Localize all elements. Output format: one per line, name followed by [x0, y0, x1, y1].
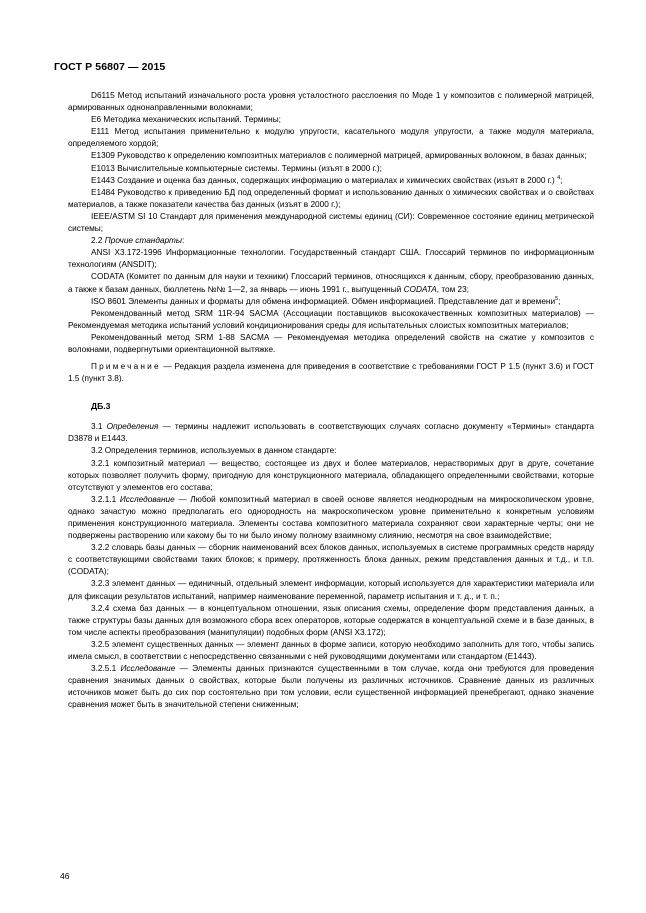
- codata-italic: CODATA: [403, 284, 437, 294]
- subsection-2-2: [68, 235, 594, 247]
- definition-3-1-number: 3.1: [91, 422, 103, 432]
- paragraph-codata-text: CODATA (Комитет по данным для науки и техники) Глоссарий терминов, относящихся к данным, сбору, преобразованию данных, а также к базам данных, бюллетень №№ 1—2, за январь — июнь 1991 г., выпущенный: [68, 272, 594, 294]
- definition-3-1-term: Определения: [106, 422, 159, 432]
- footnote-ref-4: 4: [557, 174, 561, 181]
- definition-3-2-1-1-text: — Любой композитный материал в своей основе является неоднородным на микроскопическом уровне, однако зачастую можно предполагать его однородность на макроскопическом уровне применительно к конкретным условиям применения конструкционного материала. Элементы состава композитного материала сохраняют свои характерные черты; они не подвержены растворению или какому бы то ни было иному полному взаимному слиянию, несмотря на свое взаимодействие;: [68, 494, 595, 541]
- definition-3-2-5: 3.2.5 элемент существенных данных — элемент данных в форме записи, которую необходимо заполнить для того, чтобы запись имела смысл, в соответствии с непосредственно связанными с ней руководящими документами или стандартом (E1443).: [68, 639, 594, 662]
- definition-3-2-4: 3.2.4 схема баз данных — в концептуальном отношении, язык описания схемы, определение форм представления данных, а также структуры базы данных для возможного сбора всех операторов, которые содержатся в концептуальной схеме и в базе данных, в том числе аспекты преобразования (манипуляции) подобных форм (ANSI X3.172);: [68, 603, 594, 637]
- paragraph-ansi: ANSI X3.172-1996 Информационные технологии. Государственный стандарт США. Глоссарий терминов по информационным технологиям (ANSDIT);: [68, 248, 594, 270]
- subsection-colon: :: [182, 236, 185, 246]
- paragraph-codata: [68, 271, 594, 295]
- paragraph-srm-11r: Рекомендованный метод SRM 11R-94 SACMA (Ассоциации поставщиков высококачественных композитных материалов) — Рекомендуемая методика испытаний условий кондиционирования среды для испытательных слоистых композитных материалов;: [68, 308, 594, 330]
- paragraph-e1443-text: E1443 Создание и оценка баз данных, содержащих информацию о материалах и химических свойствах (изъят в 2000 г.): [91, 175, 555, 185]
- definition-3-2-1-1-number: 3.2.1.1: [91, 494, 117, 504]
- note-text: — Редакция раздела изменена для приведения в соответствие с требованиями ГОСТ Р 1.5 (пункт 3.6) и ГОСТ 1.5 (пункт 3.8).: [68, 362, 594, 384]
- paragraph-iso-text: ISO 8601 Элементы данных и форматы для обмена информацией. Обмен информацией. Представление дат и времени: [91, 296, 556, 306]
- section-title: ДБ.3: [91, 401, 111, 412]
- footnote-ref-5: 5: [555, 295, 559, 302]
- page-number: 46: [60, 871, 70, 881]
- subsection-number: 2.2: [91, 236, 103, 246]
- definition-3-2-1-1: [68, 494, 594, 542]
- paragraph-e1309: E1309 Руководство к определению композитных материалов с полимерной матрицей, армированных волокном, в базах данных;: [91, 151, 587, 161]
- definition-3-1: [68, 421, 594, 445]
- definition-3-2-5-1-number: 3.2.5.1: [91, 664, 117, 674]
- paragraph-srm-1-88: Рекомендованный метод SRM 1-88 SACMA — Рекомендуемая методика определений свойств на сжатие у композитов с волокнами, подвергнутыми ориентационной вытяжке.: [68, 332, 594, 354]
- paragraph-e6: E6 Методика механических испытаний. Термины;: [91, 115, 281, 125]
- paragraph-e1443: [68, 175, 594, 187]
- codata-tail: , том 23;: [436, 284, 470, 294]
- definition-3-2: 3.2 Определения терминов, используемых в данном стандарте:: [91, 446, 337, 456]
- note: [68, 361, 594, 385]
- subsection-title: Прочие стандарты: [104, 236, 183, 246]
- definition-3-2-5-1-text: — Элементы данных признаются существенными в том случае, когда они требуются для проведения сравнения значимых данных о свойствах, которые были получены из различных источников. Сравнение данных из различных источников может быть до сих пор состоятельно при том условии, если существенной информацией пренебрегают, однако значение сравнения может быть в значительной степени сниженным;: [68, 664, 594, 710]
- paragraph-iso: [68, 296, 594, 308]
- footnote-tail-5: ;: [558, 296, 561, 306]
- paragraph-d6115: D6115 Метод испытаний изначального роста уровня усталостного расслоения по Моде 1 у композитов с полимерной матрицей, армированных однонаправленными волокнами;: [68, 91, 594, 113]
- document-body: [68, 90, 594, 712]
- definition-3-2-1-1-term: Исследование: [119, 494, 175, 504]
- definition-3-2-5-1: [68, 663, 594, 711]
- definition-3-2-1: 3.2.1 композитный материал — вещество, состоящее из двух и более материалов, нерастворимых друг в друге, сочетание которых позволяет получить форму, пригодную для конструкционного материала, обладающего определенными свойствами, которые отсутствуют у элементов его состава;: [68, 458, 594, 492]
- page-header: ГОСТ Р 56807 — 2015: [54, 61, 166, 73]
- paragraph-ieee: IEEE/ASTM SI 10 Стандарт для применения международной системы единиц (СИ): Современное состояние единиц метрической системы;: [68, 211, 594, 234]
- paragraph-e1484: E1484 Руководство к приведению БД под определенный формат и использованию данных о химических свойствах и о свойствах материалов, а также показатели качества баз данных (изъят в 2000 г.);: [68, 187, 594, 209]
- definition-3-2-2: 3.2.2 словарь базы данных — сборник наименований всех блоков данных, используемых в системе программных средств наряду с соответствующими свойствами таких блоков; к примеру, протяженность блока данных, режим представления данных и т.д., и т.п. (CODATA);: [68, 543, 594, 577]
- definition-3-2-3: 3.2.3 элемент данных — единичный, отдельный элемент информации, который используется для характеристики материала или для фиксации результатов испытаний, например наименование переменной, параметр испытания и т. д., и т. п.;: [68, 579, 594, 601]
- definition-3-2-5-1-term: Исследование: [120, 664, 176, 674]
- paragraph-e1013: E1013 Вычислительные компьютерные системы. Термины (изъят в 2000 г.);: [91, 163, 382, 173]
- definition-3-1-text: — термины надлежит использовать в соответствующих случаях согласно документу «Термины» стандарта D3878 и E1443.: [68, 422, 594, 444]
- paragraph-e111: E111 Метод испытания применительно к модулю упругости, касательного модуля упругости, а также модуля материала, определяемого хордой;: [68, 127, 594, 149]
- note-label: Примечание: [91, 362, 161, 372]
- footnote-tail-4: ;: [560, 175, 563, 185]
